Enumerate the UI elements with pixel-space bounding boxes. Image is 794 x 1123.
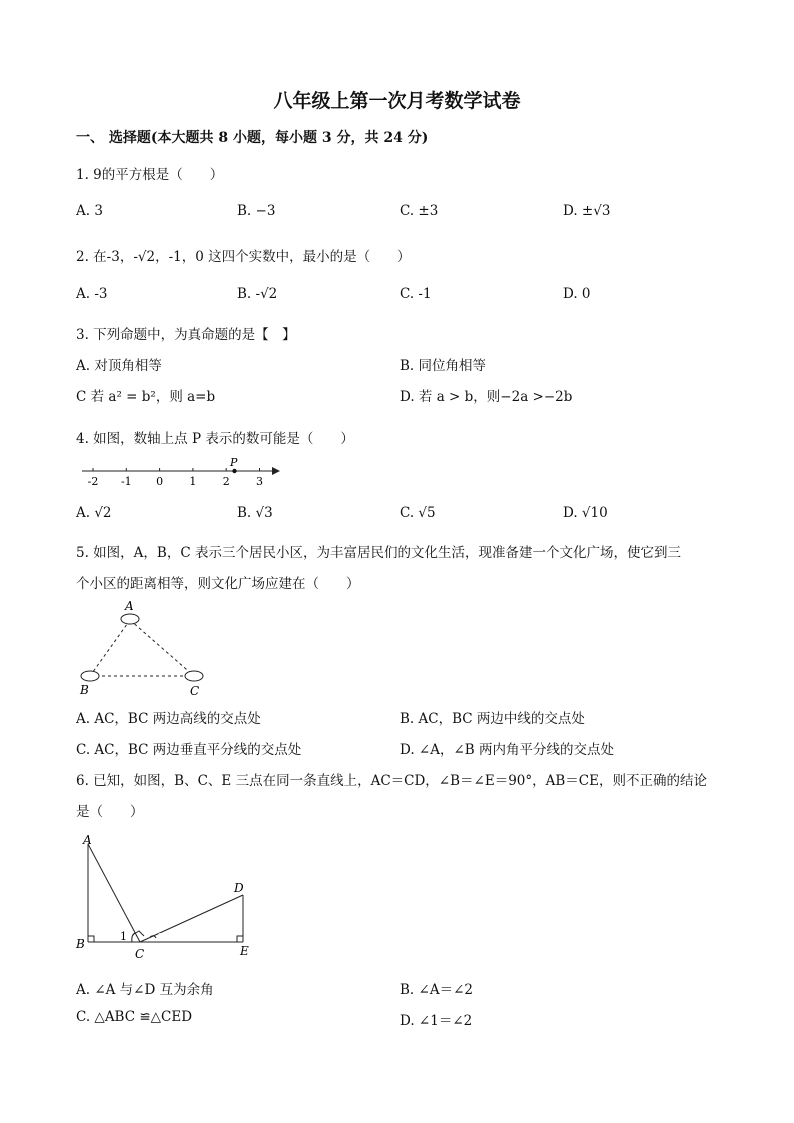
question-6-stem-line1: 6. 已知，如图，B、C、E 三点在同一条直线上，AC＝CD，∠B＝∠E＝90°，AB＝CE，则不正确的结论 xyxy=(76,773,707,789)
label-c: C xyxy=(190,684,200,698)
q1-option-b: B. −3 xyxy=(237,203,276,219)
question-3-stem: 3. 下列命题中，为真命题的是【 】 xyxy=(76,327,296,343)
q6-option-c: C. △ABC ≌△CED xyxy=(76,1009,193,1025)
angle-2-label: 2 xyxy=(158,933,164,943)
question-1-stem: 1. 9的平方根是（ ） xyxy=(76,167,224,183)
number-line-tick-label: 3 xyxy=(256,475,263,488)
question-5-stem-line2: 个小区的距离相等，则文化广场应建在（ ） xyxy=(76,576,360,592)
q5-option-c: C. AC，BC 两边垂直平分线的交点处 xyxy=(76,742,302,758)
point-p-marker xyxy=(232,469,236,473)
number-line-tick-label: -1 xyxy=(120,475,132,488)
section-heading: 一、 选择题(本大题共 8 小题，每小题 3 分，共 24 分) xyxy=(76,130,429,146)
ellipse-c xyxy=(185,671,203,681)
q2-option-d: D. 0 xyxy=(563,286,591,302)
number-line-tick-label: 0 xyxy=(156,475,164,488)
q4-option-c: C. √5 xyxy=(400,505,436,521)
triangle-abc-figure xyxy=(76,598,216,700)
q3-option-d: D. 若 a > b，则−2a >−2b xyxy=(400,389,573,405)
point-p-label: P xyxy=(230,456,238,469)
q1-option-d: D. ±√3 xyxy=(563,203,611,219)
ellipse-a xyxy=(121,614,139,624)
q6-option-b: B. ∠A＝∠2 xyxy=(400,982,473,998)
number-line-figure xyxy=(76,456,286,492)
q4-option-b: B. √3 xyxy=(237,505,273,521)
question-4-stem: 4. 如图，数轴上点 P 表示的数可能是（ ） xyxy=(76,431,354,447)
angle-1-label: 1 xyxy=(120,930,127,943)
q5-option-d: D. ∠A，∠B 两内角平分线的交点处 xyxy=(400,742,615,758)
q2-option-c: C. -1 xyxy=(400,286,432,302)
page-title: 八年级上第一次月考数学试卷 xyxy=(273,90,521,112)
q5-option-b: B. AC，BC 两边中线的交点处 xyxy=(400,711,585,727)
label-d: D xyxy=(234,881,244,895)
number-line-tick-label: 2 xyxy=(222,475,230,488)
question-6-stem-line2: 是（ ） xyxy=(76,804,144,820)
q5-option-a: A. AC，BC 两边高线的交点处 xyxy=(76,711,261,727)
q3-option-b: B. 同位角相等 xyxy=(400,358,487,374)
question-5-stem-line1: 5. 如图，A，B，C 表示三个居民小区，为丰富居民们的文化生活，现准备建一个文化广场，使它到三 xyxy=(76,545,681,561)
label-a: A xyxy=(125,599,134,613)
q6-option-a: A. ∠A 与∠D 互为余角 xyxy=(76,982,214,998)
number-line-tick-label: -2 xyxy=(87,475,99,488)
right-triangles-figure xyxy=(74,830,264,962)
q2-option-b: B. -√2 xyxy=(237,286,278,302)
q3-option-c: C 若 a² = b²，则 a=b xyxy=(76,389,216,405)
q1-option-c: C. ±3 xyxy=(400,203,439,219)
ellipse-b xyxy=(81,671,99,681)
q4-option-d: D. √10 xyxy=(563,505,608,521)
q6-option-d: D. ∠1＝∠2 xyxy=(400,1013,473,1029)
label-b: B xyxy=(76,937,85,951)
label-b: B xyxy=(80,683,89,697)
number-line-tick-label: 1 xyxy=(189,475,197,488)
q1-option-a: A. 3 xyxy=(76,203,103,219)
label-a: A xyxy=(83,833,92,847)
q2-option-a: A. -3 xyxy=(76,286,108,302)
q4-option-a: A. √2 xyxy=(76,505,112,521)
question-2-stem: 2. 在-3，-√2，-1，0 这四个实数中，最小的是（ ） xyxy=(76,249,411,265)
q3-option-a: A. 对顶角相等 xyxy=(76,358,162,374)
label-e: E xyxy=(240,944,249,958)
label-c: C xyxy=(135,947,145,961)
